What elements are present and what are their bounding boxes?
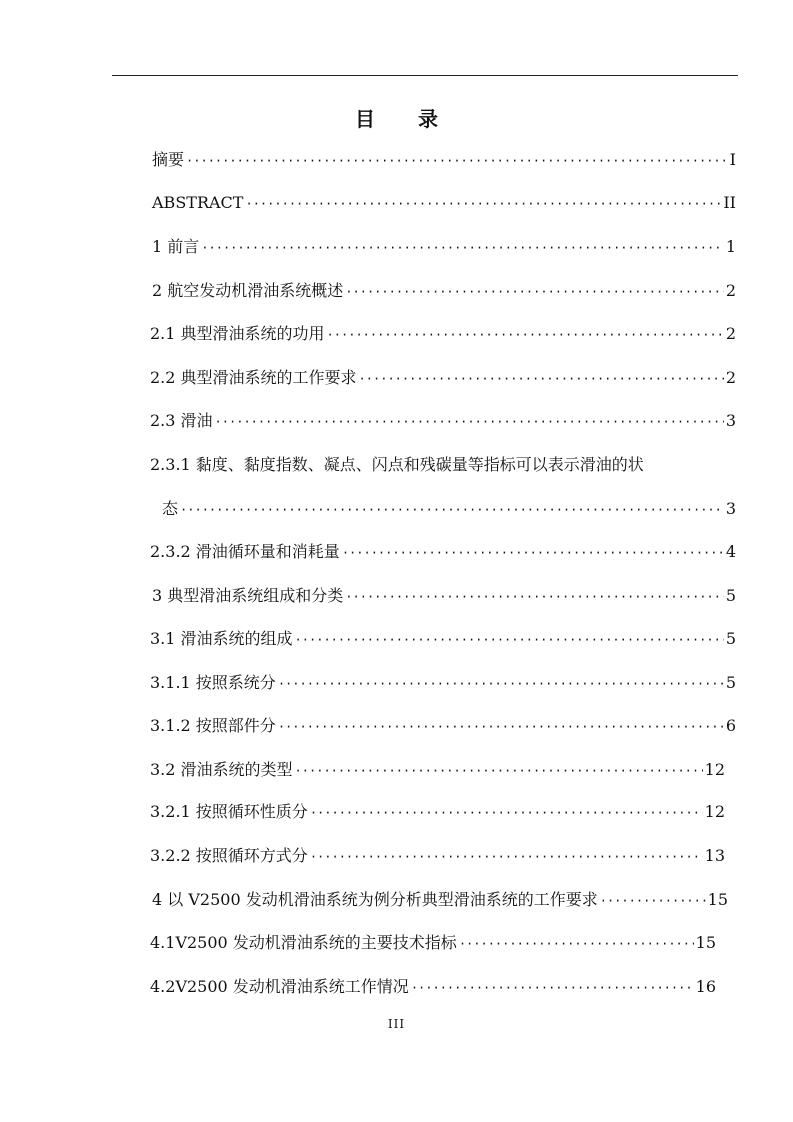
toc-entry-1[interactable] (152, 237, 736, 257)
toc-leader (310, 803, 703, 823)
toc-page-number: 15 (695, 933, 716, 952)
toc-page-number: 3 (725, 411, 736, 430)
toc-label: 4 以 V2500 发动机滑油系统为例分析典型滑油系统的工作要求 (152, 890, 598, 909)
toc-leader (345, 587, 724, 607)
toc-leader (327, 325, 724, 345)
toc-page-number: 1 (725, 237, 736, 256)
toc-entry-2-2[interactable] (150, 368, 736, 388)
toc-page-number: 16 (695, 977, 716, 996)
toc-leader (600, 891, 706, 911)
header-rule (112, 75, 738, 76)
toc-leader (310, 847, 703, 867)
toc-leader (180, 500, 724, 520)
toc-entry-abstract-en[interactable] (152, 193, 736, 213)
toc-label: ABSTRACT (152, 193, 244, 212)
toc-page-number: 2 (725, 324, 736, 343)
toc-page-number: 5 (725, 629, 736, 648)
toc-label: 3.2 滑油系统的类型 (150, 760, 293, 779)
toc-entry-3-2[interactable] (150, 760, 725, 780)
page-number-footer: III (387, 1017, 406, 1031)
toc-page-number: 4 (725, 542, 736, 561)
toc-entry-2-1[interactable] (150, 324, 736, 344)
toc-entry-4[interactable] (152, 890, 728, 910)
toc-label: 3 典型滑油系统组成和分类 (152, 586, 344, 605)
toc-label: 3.1 滑油系统的组成 (150, 629, 293, 648)
toc-leader (278, 717, 724, 737)
page-title: 目 录 (355, 107, 456, 131)
toc-page-number: 13 (704, 846, 725, 865)
toc-label: 2.1 典型滑油系统的功用 (150, 324, 325, 343)
toc-label: 2.2 典型滑油系统的工作要求 (150, 368, 357, 387)
toc-entry-3-1[interactable] (150, 629, 736, 649)
toc-page-number: I (729, 150, 736, 169)
toc-page-number: 5 (725, 673, 736, 692)
toc-leader (295, 630, 724, 650)
toc-label: 3.1.1 按照系统分 (150, 673, 276, 692)
toc-entry-3[interactable] (152, 586, 736, 606)
toc-page-number: 2 (725, 368, 736, 387)
toc-entry-3-1-2[interactable] (150, 716, 736, 736)
toc-leader (411, 978, 694, 998)
toc-label: 2.3.2 滑油循环量和消耗量 (150, 542, 340, 561)
toc-page-number: 2 (725, 281, 736, 300)
toc-page-number: 5 (725, 586, 736, 605)
toc-leader (245, 194, 721, 214)
toc-label: 4.1V2500 发动机滑油系统的主要技术指标 (150, 933, 457, 952)
toc-label: 态 (162, 499, 179, 518)
toc-leader (278, 674, 724, 694)
toc-entry-3-2-2[interactable] (150, 846, 725, 866)
toc-page-number: 15 (707, 890, 728, 909)
toc-page-number: 3 (725, 499, 736, 518)
toc-label: 3.1.2 按照部件分 (150, 716, 276, 735)
toc-page-number: 12 (704, 760, 725, 779)
toc-page-number: 6 (725, 716, 736, 735)
toc-entry-2-3-2[interactable] (150, 542, 736, 562)
toc-entry-2[interactable] (152, 281, 736, 301)
toc-label: 4.2V2500 发动机滑油系统工作情况 (150, 977, 409, 996)
toc-page-number: II (723, 193, 736, 212)
toc-leader (186, 151, 728, 171)
toc-entry-4-1[interactable] (150, 933, 716, 953)
toc-label: 2.3 滑油 (150, 411, 213, 430)
toc-entry-3-1-1[interactable] (150, 673, 736, 693)
toc-entry-3-2-1[interactable] (150, 802, 725, 822)
toc-leader (345, 282, 724, 302)
toc-label: 2 航空发动机滑油系统概述 (152, 281, 344, 300)
toc-page-number: 12 (704, 802, 725, 821)
toc-label: 3.2.1 按照循环性质分 (150, 802, 308, 821)
toc-leader (459, 934, 694, 954)
toc-entry-4-2[interactable] (150, 977, 716, 997)
toc-leader (295, 761, 703, 781)
toc-leader (215, 412, 724, 432)
toc-label: 1 前言 (152, 237, 200, 256)
toc-leader (342, 543, 724, 563)
toc-entry-2-3-1[interactable] (162, 499, 736, 519)
toc-label: 摘要 (152, 150, 185, 169)
toc-entry-abstract-cn[interactable] (152, 150, 736, 170)
toc-entry-2-3[interactable] (150, 411, 736, 431)
toc-entry-2-3-1-line1[interactable]: 2.3.1 黏度、黏度指数、凝点、闪点和残碳量等指标可以表示滑油的状 (150, 455, 644, 474)
toc-label: 3.2.2 按照循环方式分 (150, 846, 308, 865)
toc-leader (201, 238, 724, 258)
toc-leader (359, 369, 724, 389)
